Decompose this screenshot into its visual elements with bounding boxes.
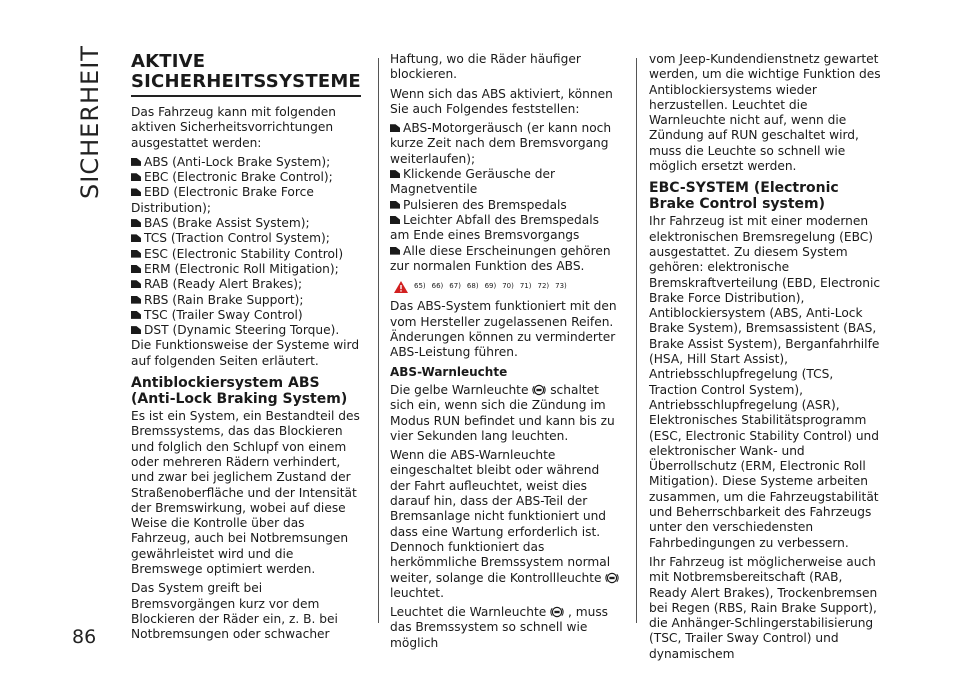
list-item [390,167,622,198]
list-item [131,308,361,323]
list-item [131,323,361,338]
text-span: Die gelbe Warnleuchte [390,382,529,397]
square-bullet-icon [131,188,141,196]
abs-warning-light-icon [605,571,619,585]
square-bullet-icon [390,247,400,255]
paragraph: Ihr Fahrzeug ist mit einer modernen elektronischen Bremsregelung (EBC) ausgestattet. Zu diesem System gehören: elektronische Bremskraftverteilung (EBD, Electronic Brake Force Distribution), Antiblockiersystem (ABS, Anti-Lock Brake System), Bremsassistent (BAS, Brake Assist System), Berganfahrhilfe (HSA, Hill Start Assist), Antriebsschlupfregelung (TCS, Traction Control System), Antriebsschlupfregelung (ASR), Elektronisches Stabilitätsprogramm (ESC, Electronic Stability Control) und elektronischer Wank- und Überrollschutz (ERM, Electronic Roll Mitigation). Diese Systeme arbeiten zusammen, um die Fahrzeugstabilität und Beherrschbarkeit des Fahrzeugs unter den verschiedensten Fahrbedingungen zu verbessern. [649,214,881,550]
abs-warning-light-icon [532,383,546,397]
list-item-text: EBD (Electronic Brake Force Distribution); [131,185,314,215]
list-item [131,155,361,170]
list-item-text: Alle diese Erscheinungen gehören zur normalen Funktion des ABS. [390,243,611,273]
column-divider [636,58,637,623]
column-1 [131,52,361,647]
reference-number[interactable]: 68) [466,282,479,291]
paragraph: Haftung, wo die Räder häufiger blockieren. [390,52,581,82]
reference-number[interactable]: 66) [431,282,444,291]
list-item [131,216,361,231]
list-item-text: ABS-Motorgeräusch (er kann noch kurze Zeit nach dem Bremsvorgang weiterlaufen); [390,121,612,166]
square-bullet-icon [390,124,400,132]
list-item [131,231,361,246]
list-item [131,262,361,277]
paragraph: Es ist ein System, ein Bestandteil des Bremssystems, das das Blockieren und folglich den Schlupf von einem oder mehreren Rädern verhindert, und zwar bei jeglichem Zustand der Straßenoberfläche und der Intensität der Bremswirkung, wobei auf diese Weise die Kontrolle über das Fahrzeug, auch bei Notbremsungen gewährleistet wird und die Bremswege optimiert werden. [131,409,360,577]
list-item-text: Klickende Geräusche der Magnetventile [390,167,555,197]
square-bullet-icon [131,219,141,227]
list-item-text: Pulsieren des Bremspedals [403,197,567,212]
list-item-text: TCS (Traction Control System); [144,231,330,246]
list-item [390,198,622,213]
paragraph [390,605,622,651]
page-number: 86 [72,626,97,648]
paragraph: vom Jeep-Kundendienstnetz gewartet werden, um die wichtige Funktion des Antiblockiersystems wieder herzustellen. Leuchtet die Warnleuchte nicht auf, wenn die Zündung auf RUN geschaltet wird, muss die Leuchte so schnell wie möglich ersetzt werden. [649,52,881,174]
column-divider [378,58,379,623]
square-bullet-icon [131,173,141,181]
paragraph: Das System greift bei Bremsvorgängen kurz vor dem Blockieren der Räder ein, z. B. bei Notbremsungen oder schwacher [131,581,338,642]
list-item-text: ERM (Electronic Roll Mitigation); [144,261,339,276]
reference-number[interactable]: 67) [449,282,461,291]
text-span: Wenn die ABS-Warnleuchte eingeschaltet bleibt oder während der Fahrt aufleuchtet, weist dies darauf hin, dass der ABS-Teil der Bremsanlage nicht funktioniert und dass eine Wartung erforderlich ist. Dennoch funktioniert das herkömmliche Bremssystem normal weiter, solange die Kontrollleuchte [390,448,611,585]
list-item [390,213,622,244]
reference-number[interactable]: 73) [555,282,567,291]
list-item-text: Leichter Abfall des Bremspedals am Ende eines Bremsvorgangs [390,212,599,243]
list-item-text: EBC (Electronic Brake Control); [144,170,333,185]
list-item [131,170,361,185]
section-heading-abs: Antiblockiersystem ABS (Anti-Lock Braking System) [131,375,348,408]
list-item-text: TSC (Trailer Sway Control) [144,307,303,322]
paragraph: Die Funktionsweise der Systeme wird auf folgenden Seiten erläutert. [131,338,360,368]
square-bullet-icon [390,216,400,224]
column-2 [390,52,622,655]
square-bullet-icon [131,311,141,319]
section-title-vertical [70,45,110,199]
paragraph [390,383,622,444]
section-heading-ebc: EBC-SYSTEM (Electronic Brake Control system) [649,180,839,213]
list-item [131,293,361,308]
reference-number[interactable]: 69) [484,282,497,291]
list-item-text: ESC (Electronic Stability Control) [144,246,344,261]
paragraph [390,448,622,601]
text-span: Leuchtet die Warnleuchte [390,605,547,620]
reference-number[interactable]: 70) [502,282,514,291]
square-bullet-icon [131,265,141,273]
abs-warning-light-icon [550,605,564,619]
chapter-heading: AKTIVE SICHERHEITSSYSTEME [131,52,361,97]
reference-number[interactable]: 65) [414,282,426,291]
list-item [131,185,361,216]
paragraph: Das Fahrzeug kann mit folgenden aktiven Sicherheitsvorrichtungen ausgestattet werden: [131,105,336,150]
warning-triangle-icon [394,281,408,293]
square-bullet-icon [390,170,400,178]
section-title-text: SICHERHEIT [76,45,104,199]
paragraph: Wenn sich das ABS aktiviert, können Sie auch Folgendes feststellen: [390,86,613,116]
list-item-text: RAB (Ready Alert Brakes); [144,277,303,292]
paragraph: Das ABS-System funktioniert mit den vom Hersteller zugelassenen Reifen. Änderungen können zu verminderter ABS-Leistung führen. [390,299,617,360]
square-bullet-icon [131,296,141,304]
column-3 [649,52,882,666]
square-bullet-icon [131,158,141,166]
square-bullet-icon [131,250,141,258]
square-bullet-icon [131,326,141,334]
square-bullet-icon [131,234,141,242]
list-item-text: RBS (Rain Brake Support); [144,292,304,307]
list-item-text: DST (Dynamic Steering Torque). [144,323,340,338]
list-item-text: ABS (Anti-Lock Brake System); [144,154,331,169]
reference-number[interactable]: 71) [519,282,532,291]
text-span: leuchtet. [390,585,444,600]
list-item-text: BAS (Brake Assist System); [144,216,310,231]
warning-references [394,279,622,294]
reference-number[interactable]: 72) [537,282,550,291]
text-span: , muss das Bremssystem so schnell wie möglich [390,605,609,650]
list-item [390,121,622,167]
list-item [131,247,361,262]
text-span: schaltet sich ein, wenn sich die Zündung im Modus RUN befindet und kann bis zu vier Sekunden lang leuchten. [390,382,615,443]
square-bullet-icon [131,280,141,288]
list-item [131,277,361,292]
paragraph: Ihr Fahrzeug ist möglicherweise auch mit Notbremsbereitschaft (RAB, Ready Alert Brakes), Trockenbremsen bei Regen (RBS, Rain Brake Support), die Anhänger-Schlingerstabilisierung (TSC, Trailer Sway Control) und dynamischem [649,554,878,661]
square-bullet-icon [390,201,400,209]
subsection-heading: ABS-Warnleuchte [390,364,508,379]
list-item [390,244,622,275]
